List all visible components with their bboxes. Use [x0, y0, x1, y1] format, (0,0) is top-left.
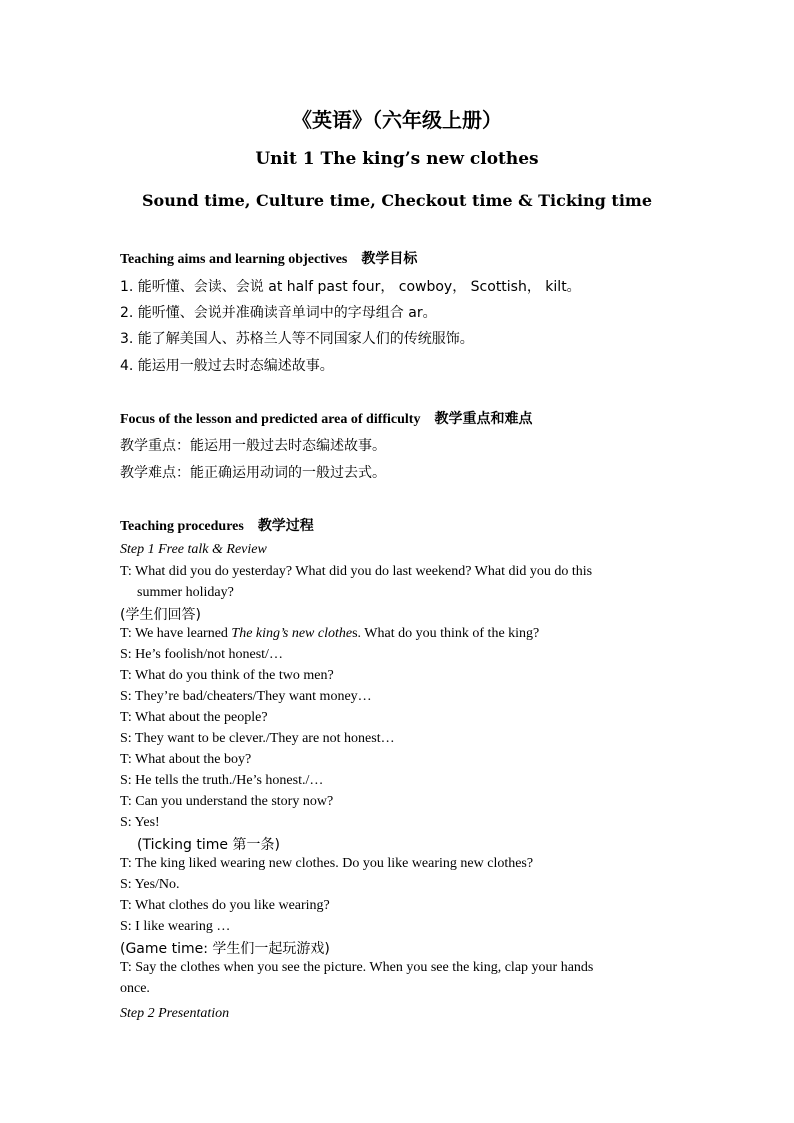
note-students-answer: (学生们回答) — [120, 607, 201, 623]
dialog-line-4: S: They’re bad/cheaters/They want money… — [120, 689, 372, 704]
aim-item-2: 2. 能听懂、会说并准确读音单词中的字母组合 ar。 — [120, 305, 437, 321]
dialog-line-10: S: Yes! — [120, 815, 160, 830]
dialog-line-3: T: What do you think of the two men? — [120, 668, 334, 683]
note-game-time: (Game time: 学生们一起玩游戏) — [120, 941, 330, 957]
aims-heading-cn: 教学目标 — [361, 251, 418, 267]
dialog-line-12: S: Yes/No. — [120, 877, 180, 892]
dialog-line-1-post: s. What do you think of the king? — [352, 626, 540, 641]
procedures-heading-cn: 教学过程 — [257, 518, 314, 534]
note-ticking-time: (Ticking time 第一条) — [137, 837, 280, 853]
dialog-line-11: T: The king liked wearing new clothes. Do you like wearing new clothes? — [120, 856, 534, 871]
aim-item-4: 4. 能运用一般过去时态编述故事。 — [120, 358, 334, 374]
step-2-heading: Step 2 Presentation — [120, 1006, 230, 1021]
dialog-line-7: T: What about the boy? — [120, 752, 252, 767]
step-1-heading: Step 1 Free talk & Review — [120, 542, 267, 557]
dialog-line-1-pre: T: We have learned — [120, 626, 232, 641]
focus-difficult: 教学难点：能正确运用动词的一般过去式。 — [120, 465, 386, 481]
dialog-line-13: T: What clothes do you like wearing? — [120, 898, 330, 913]
aim-item-1: 1. 能听懂、会读、会说 at half past four， cowboy， Scottish， kilt。 — [120, 279, 581, 295]
dialog-line-5: T: What about the people? — [120, 710, 268, 725]
dialog-line-2: S: He’s foolish/not honest/… — [120, 647, 283, 662]
procedures-heading — [120, 515, 314, 535]
dialog-line-15b: once. — [120, 981, 150, 996]
focus-heading-en: Focus of the lesson and predicted area of difficulty — [120, 412, 421, 427]
focus-heading-cn: 教学重点和难点 — [434, 411, 533, 427]
dialog-line-1 — [120, 626, 539, 642]
question-line-1b: summer holiday? — [137, 585, 234, 600]
dialog-line-6: S: They want to be clever./They are not honest… — [120, 731, 395, 746]
dialog-line-15a: T: Say the clothes when you see the picture. When you see the king, clap your hands — [120, 960, 594, 975]
question-line-1a: T: What did you do yesterday? What did you do last weekend? What did you do this — [120, 564, 593, 579]
aims-heading — [120, 248, 417, 268]
aims-heading-en: Teaching aims and learning objectives — [120, 252, 348, 267]
story-title: The king’s new clothe — [231, 626, 353, 641]
focus-key: 教学重点：能运用一般过去时态编述故事。 — [120, 438, 386, 454]
dialog-line-9: T: Can you understand the story now? — [120, 794, 334, 809]
lesson-subtitle: Sound time, Culture time, Checkout time & Ticking time — [142, 191, 652, 210]
dialog-line-8: S: He tells the truth./He’s honest./… — [120, 773, 324, 788]
unit-title: Unit 1 The king’s new clothes — [255, 149, 539, 169]
focus-heading — [120, 408, 532, 428]
dialog-line-14: S: I like wearing … — [120, 919, 231, 934]
book-title: 《英语》（六年级上册） — [292, 108, 502, 132]
aim-item-3: 3. 能了解美国人、苏格兰人等不同国家人们的传统服饰。 — [120, 331, 474, 347]
procedures-heading-en: Teaching procedures — [120, 519, 244, 534]
